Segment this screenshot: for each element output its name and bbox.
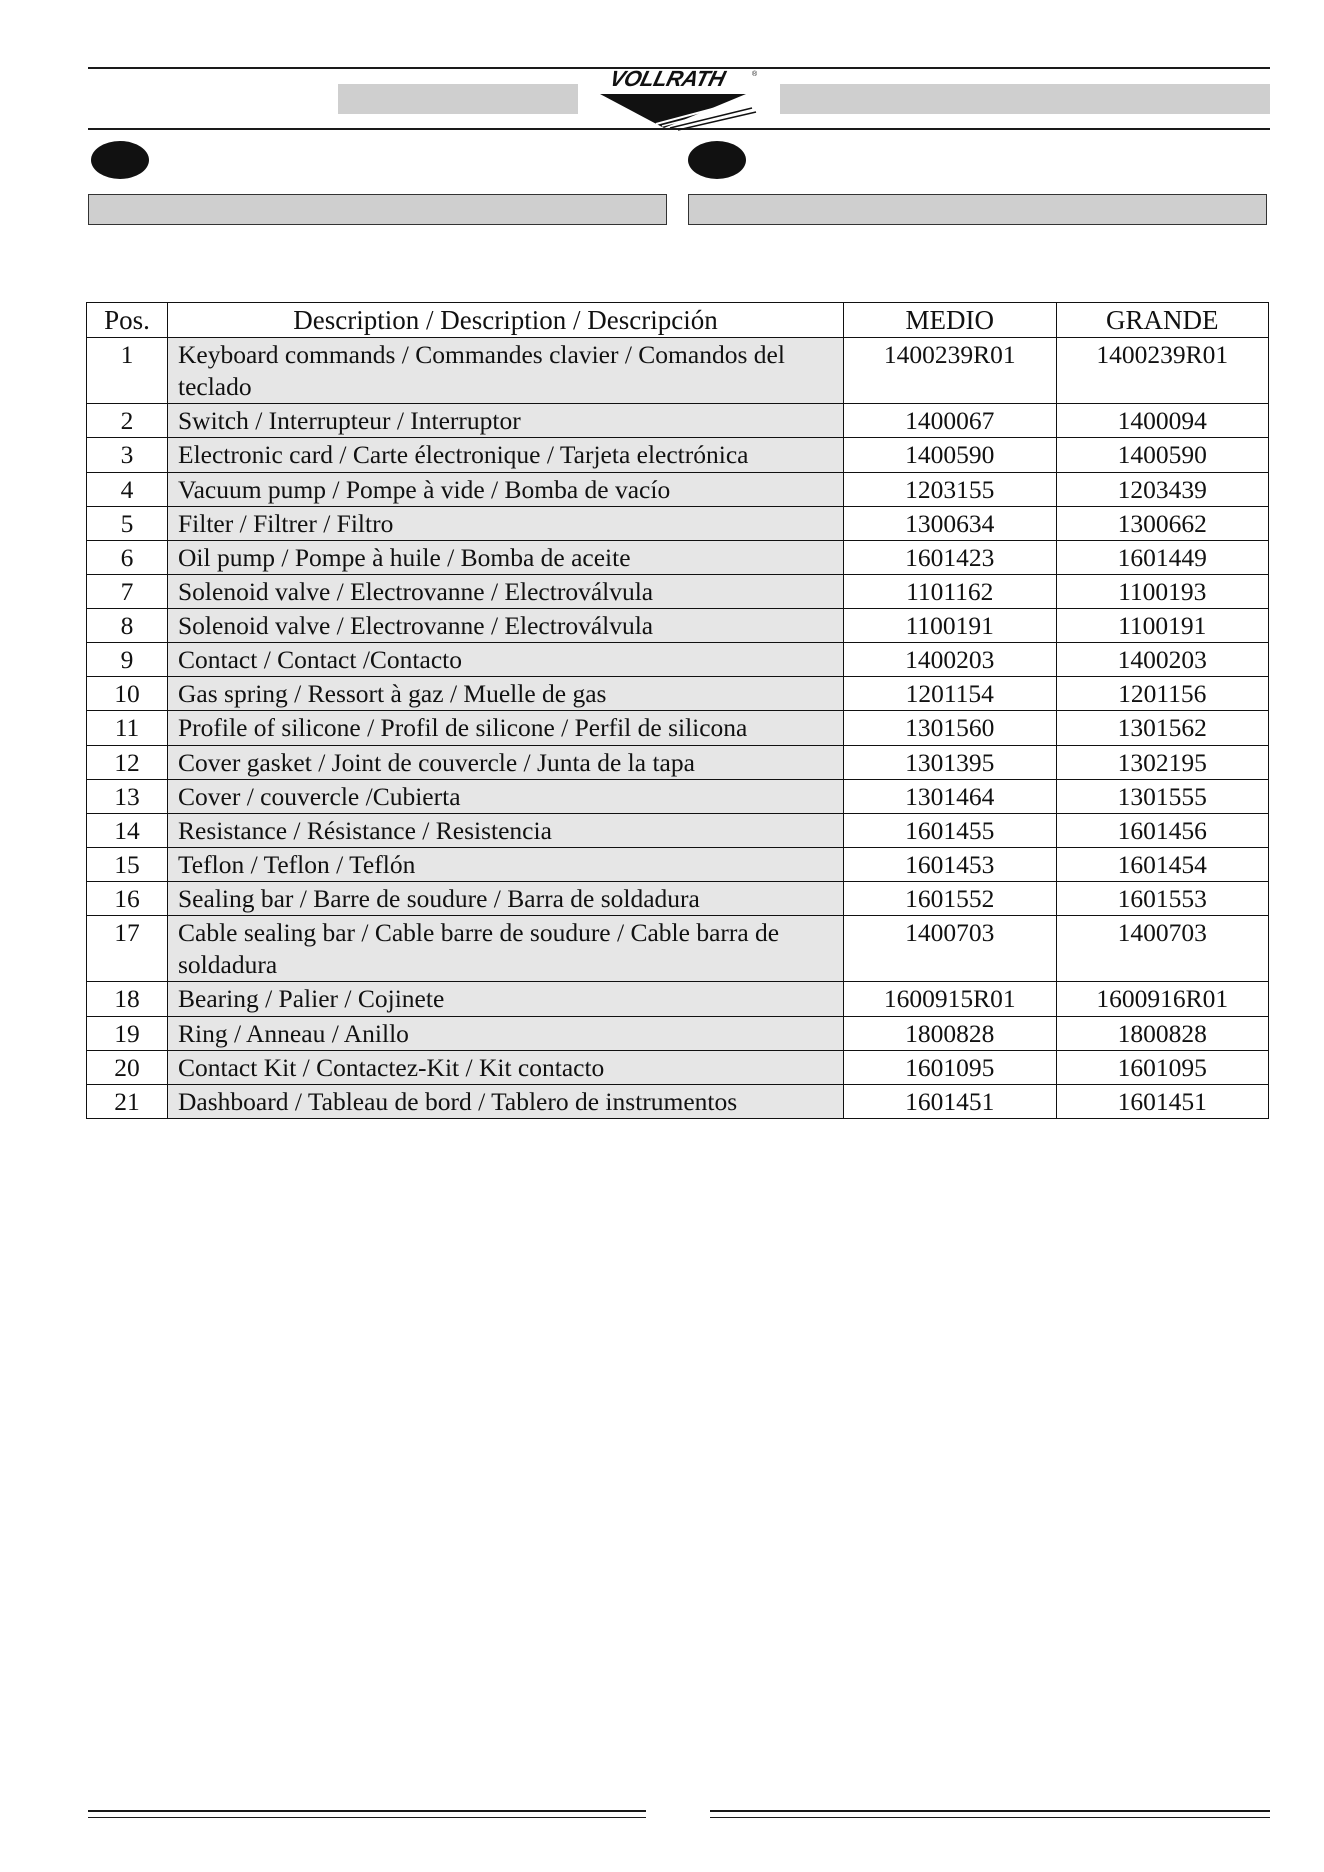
cell-medio: 1301395 [844, 745, 1057, 779]
cell-medio: 1201154 [844, 677, 1057, 711]
cell-description: Profile of silicone / Profil de silicone / Perfil de silicona [168, 711, 844, 745]
cell-description: Contact Kit / Contactez-Kit / Kit contacto [168, 1050, 844, 1084]
cell-grande: 1203439 [1056, 472, 1269, 506]
cell-pos: 5 [87, 506, 168, 540]
table-row [87, 472, 1269, 506]
cell-pos: 14 [87, 813, 168, 847]
cell-pos: 7 [87, 574, 168, 608]
svg-text:®: ® [752, 71, 758, 78]
cell-pos: 12 [87, 745, 168, 779]
cell-description: Cover gasket / Joint de couvercle / Junta de la tapa [168, 745, 844, 779]
cell-pos: 20 [87, 1050, 168, 1084]
cell-description: Electronic card / Carte électronique / Tarjeta electrónica [168, 438, 844, 472]
column-header-grande: GRANDE [1056, 303, 1269, 338]
cell-pos: 13 [87, 779, 168, 813]
cell-medio: 1400590 [844, 438, 1057, 472]
cell-grande: 1301555 [1056, 779, 1269, 813]
cell-grande: 1400239R01 [1056, 338, 1269, 404]
cell-medio: 1101162 [844, 574, 1057, 608]
cell-description: Ring / Anneau / Anillo [168, 1016, 844, 1050]
table-row [87, 882, 1269, 916]
cell-medio: 1601423 [844, 540, 1057, 574]
cell-grande: 1600916R01 [1056, 982, 1269, 1016]
table-row [87, 506, 1269, 540]
cell-description: Cable sealing bar / Cable barre de soudure / Cable barra de soldadura [168, 916, 844, 982]
cell-medio: 1100191 [844, 609, 1057, 643]
cell-pos: 9 [87, 643, 168, 677]
cell-description: Switch / Interrupteur / Interruptor [168, 404, 844, 438]
cell-grande: 1800828 [1056, 1016, 1269, 1050]
cell-description: Solenoid valve / Electrovanne / Electroválvula [168, 574, 844, 608]
table-row [87, 916, 1269, 982]
logo-wordmark: VOLLRATH [607, 66, 728, 91]
cell-medio: 1800828 [844, 1016, 1057, 1050]
table-row [87, 677, 1269, 711]
cell-grande: 1302195 [1056, 745, 1269, 779]
footer-rule-left [88, 1810, 646, 1812]
section-bar-right [688, 194, 1267, 225]
table-row [87, 847, 1269, 881]
cell-grande: 1300662 [1056, 506, 1269, 540]
cell-pos: 18 [87, 982, 168, 1016]
cell-pos: 11 [87, 711, 168, 745]
table-row [87, 1016, 1269, 1050]
table-header-row [87, 303, 1269, 338]
cell-medio: 1400239R01 [844, 338, 1057, 404]
footer-rule-right [710, 1810, 1270, 1812]
header-left-bar [338, 84, 578, 114]
table-row [87, 1084, 1269, 1118]
cell-pos: 2 [87, 404, 168, 438]
table-row [87, 1050, 1269, 1084]
cell-description: Sealing bar / Barre de soudure / Barra de soldadura [168, 882, 844, 916]
cell-description: Cover / couvercle /Cubierta [168, 779, 844, 813]
cell-medio: 1600915R01 [844, 982, 1057, 1016]
section-bar-left [88, 194, 667, 225]
cell-description: Filter / Filtrer / Filtro [168, 506, 844, 540]
cell-medio: 1203155 [844, 472, 1057, 506]
cell-grande: 1201156 [1056, 677, 1269, 711]
cell-medio: 1400067 [844, 404, 1057, 438]
cell-pos: 1 [87, 338, 168, 404]
cell-medio: 1601453 [844, 847, 1057, 881]
cell-grande: 1100193 [1056, 574, 1269, 608]
table-row [87, 540, 1269, 574]
footer-rule-left-2 [88, 1817, 646, 1818]
cell-grande: 1100191 [1056, 609, 1269, 643]
cell-pos: 17 [87, 916, 168, 982]
cell-description: Gas spring / Ressort à gaz / Muelle de gas [168, 677, 844, 711]
cell-pos: 6 [87, 540, 168, 574]
cell-grande: 1601456 [1056, 813, 1269, 847]
table-row [87, 711, 1269, 745]
header-right-bar [780, 84, 1270, 114]
cell-grande: 1601449 [1056, 540, 1269, 574]
cell-medio: 1601095 [844, 1050, 1057, 1084]
cell-medio: 1601455 [844, 813, 1057, 847]
cell-grande: 1400203 [1056, 643, 1269, 677]
vollrath-logo [596, 64, 766, 134]
cell-medio: 1601552 [844, 882, 1057, 916]
cell-description: Keyboard commands / Commandes clavier / Comandos del teclado [168, 338, 844, 404]
cell-pos: 21 [87, 1084, 168, 1118]
cell-grande: 1601553 [1056, 882, 1269, 916]
cell-description: Resistance / Résistance / Resistencia [168, 813, 844, 847]
column-header-medio: MEDIO [844, 303, 1057, 338]
cell-grande: 1301562 [1056, 711, 1269, 745]
table-row [87, 574, 1269, 608]
table-row [87, 779, 1269, 813]
cell-pos: 8 [87, 609, 168, 643]
cell-pos: 4 [87, 472, 168, 506]
table-body [87, 338, 1269, 1119]
cell-medio: 1400703 [844, 916, 1057, 982]
cell-description: Solenoid valve / Electrovanne / Electroválvula [168, 609, 844, 643]
table-row [87, 745, 1269, 779]
cell-pos: 15 [87, 847, 168, 881]
cell-medio: 1300634 [844, 506, 1057, 540]
language-dot-left [91, 141, 149, 179]
table-row [87, 404, 1269, 438]
cell-pos: 16 [87, 882, 168, 916]
cell-grande: 1400094 [1056, 404, 1269, 438]
cell-medio: 1400203 [844, 643, 1057, 677]
cell-grande: 1601454 [1056, 847, 1269, 881]
cell-description: Contact / Contact /Contacto [168, 643, 844, 677]
cell-description: Dashboard / Tableau de bord / Tablero de instrumentos [168, 1084, 844, 1118]
table-row [87, 438, 1269, 472]
cell-description: Teflon / Teflon / Teflón [168, 847, 844, 881]
table-row [87, 982, 1269, 1016]
cell-medio: 1301464 [844, 779, 1057, 813]
cell-pos: 3 [87, 438, 168, 472]
cell-grande: 1601451 [1056, 1084, 1269, 1118]
cell-grande: 1400590 [1056, 438, 1269, 472]
column-header-description: Description / Description / Descripción [168, 303, 844, 338]
cell-description: Oil pump / Pompe à huile / Bomba de aceite [168, 540, 844, 574]
cell-description: Bearing / Palier / Cojinete [168, 982, 844, 1016]
language-dot-right [688, 141, 746, 179]
table-row [87, 609, 1269, 643]
cell-grande: 1601095 [1056, 1050, 1269, 1084]
column-header-pos: Pos. [87, 303, 168, 338]
table-row [87, 338, 1269, 404]
footer-rule-right-2 [710, 1817, 1270, 1818]
cell-pos: 10 [87, 677, 168, 711]
cell-description: Vacuum pump / Pompe à vide / Bomba de vacío [168, 472, 844, 506]
cell-grande: 1400703 [1056, 916, 1269, 982]
table-row [87, 813, 1269, 847]
cell-medio: 1601451 [844, 1084, 1057, 1118]
table-row [87, 643, 1269, 677]
cell-medio: 1301560 [844, 711, 1057, 745]
cell-pos: 19 [87, 1016, 168, 1050]
spare-parts-table [86, 302, 1269, 1119]
